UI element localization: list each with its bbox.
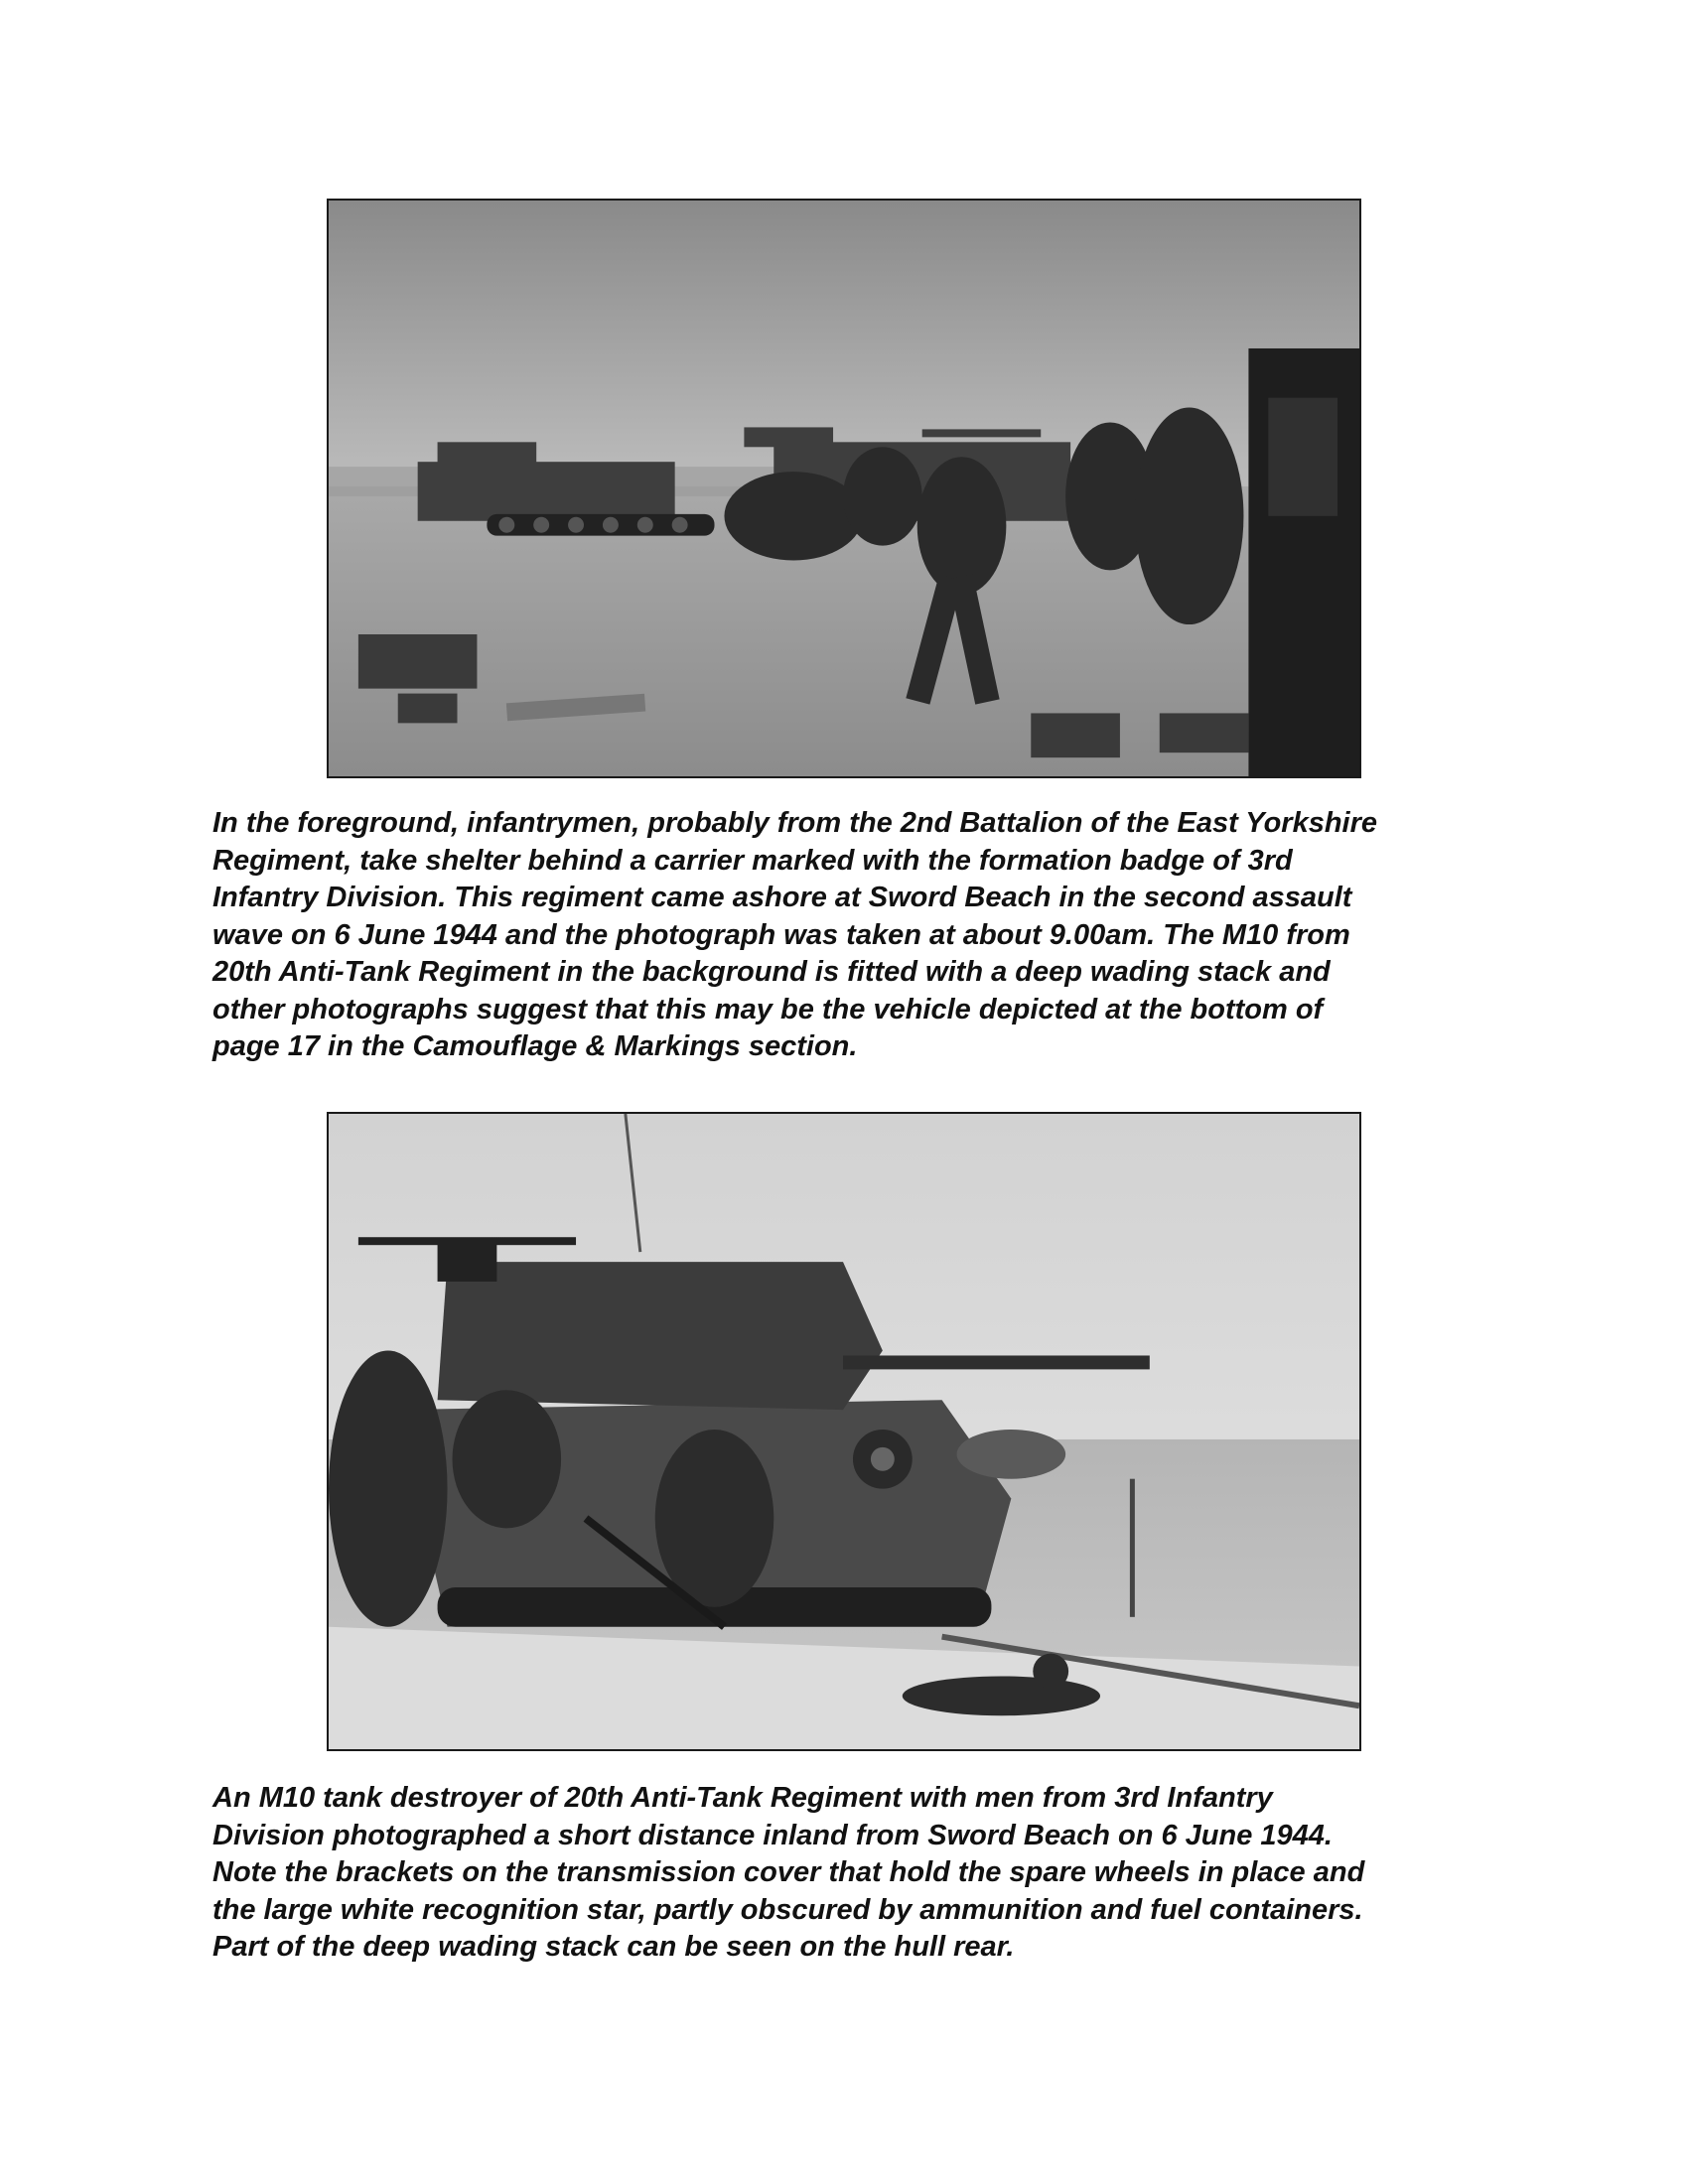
m10-tank-destroyer-image — [329, 1114, 1359, 1749]
beach-landing-photo — [327, 199, 1361, 778]
beach-landing-image — [329, 201, 1359, 776]
m10-tank-destroyer-photo — [327, 1112, 1361, 1751]
photo-1-caption: In the foreground, infantrymen, probably from the 2nd Battalion of the East Yorkshire Regiment, take shelter behind a carrier marked with the formation badge of 3rd Infantry Division. This regiment came ashore at Sword Beach in the second assault wave on 6 June 1944 and the photograph was taken at about 9.00am. The M10 from 20th Anti-Tank Regiment in the background is fitted with a deep wading stack and other photographs suggest that this may be the vehicle depicted at the bottom of page 17 in the Camouflage & Markings section. — [212, 807, 1378, 1062]
photo-2-caption: An M10 tank destroyer of 20th Anti-Tank Regiment with men from 3rd Infantry Division photographed a short distance inland from Sword Beach on 6 June 1944. Note the brackets on the transmission cover that hold the spare wheels in place and the large white recognition star, partly obscured by ammunition and fuel containers. Part of the deep wading stack can be seen on the hull rear. — [212, 1782, 1365, 1963]
